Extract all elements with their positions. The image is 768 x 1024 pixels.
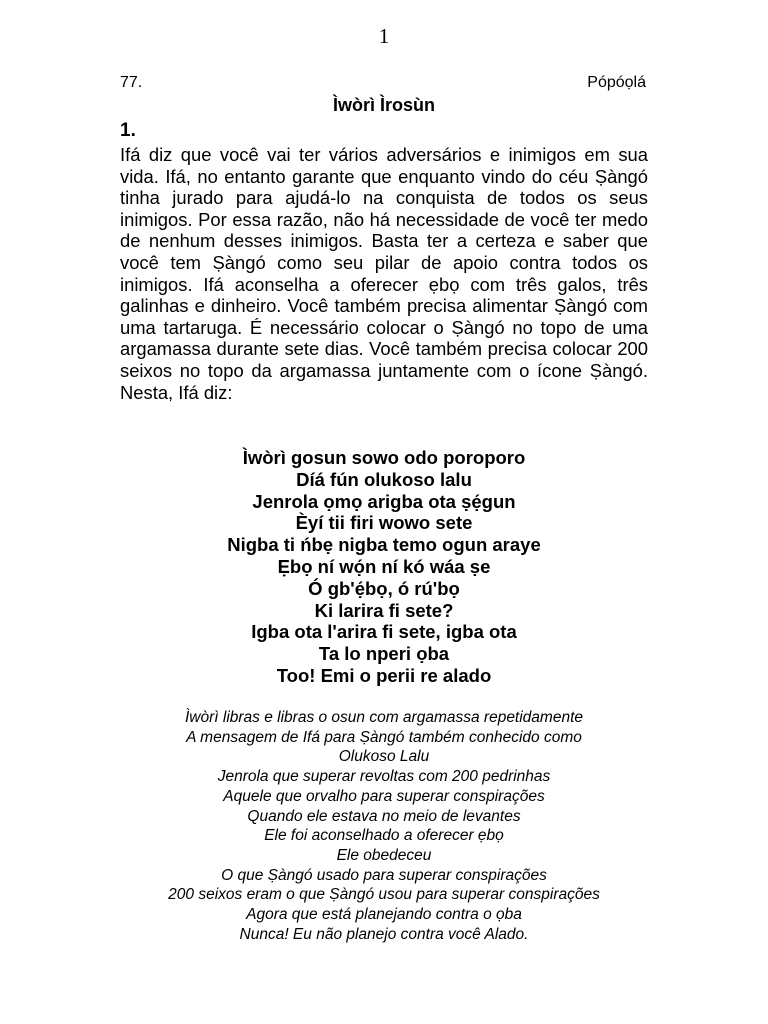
verse-line: Ta lo nperi ọba — [318, 643, 450, 665]
translation-line: Quando ele estava no meio de levantes — [247, 807, 521, 825]
verse-line: Ìwòrì gosun sowo odo poroporo — [242, 447, 526, 468]
translation-line: O que Ṣàngó usado para superar conspirações — [221, 866, 547, 884]
verse-line: Ó gb'ẹ́bọ, ó rú'bọ — [308, 577, 460, 599]
translation-line: Ele obedeceu — [336, 846, 432, 864]
verse-block — [120, 447, 648, 687]
translation-line: Agora que está planejando contra o ọba — [246, 906, 522, 924]
translation-block — [100, 708, 668, 944]
translation-line: Ìwòrì libras e libras o osun com argamassa repetidamente — [184, 709, 584, 726]
verse-line: Igba ota l'arira fi sete, igba ota — [251, 621, 517, 643]
translation-line: 200 seixos eram o que Ṣàngó usou para superar conspirações — [168, 886, 600, 904]
verse-line: Too! Emi o perii re alado — [276, 664, 492, 686]
page-number: 1 — [378, 24, 390, 48]
translation-line: Jenrola que superar revoltas com 200 pedrinhas — [217, 768, 551, 786]
body-paragraph: Ifá diz que você vai ter vários adversários e inimigos em sua vida. Ifá, no entanto garante que enquanto vindo do céu Ṣàngó tinha jurado para ajudá-lo na conquista de todos os seus inimigos. Por essa razão, não há necessidade de você ter medo de nenhum desses inimigos. Basta ter a certeza e saber que você tem Ṣàngó como seu pilar de apoio contra todos os inimigos. Ifá aconselha a oferecer ẹbọ com três galos, três galinhas e dinheiro. Você também precisa alimentar Ṣàngó com uma tartaruga. É necessário colocar o Ṣàngó no topo de uma argamassa durante sete dias. Você também precisa colocar 200 seixos no topo da argamassa juntamente com o ícone Ṣàngó. Nesta, Ifá diz: — [120, 144, 648, 403]
verse-line: Díá fún olukoso lalu — [296, 468, 472, 490]
translation-line: A mensagem de Ifá para Ṣàngó também conhecido como — [186, 728, 582, 746]
translation-line: Olukoso Lalu — [338, 748, 430, 766]
page-title: Ìwòrì Ìrosùn — [332, 95, 435, 115]
author-label: Pópóọlá — [587, 74, 646, 91]
entry-number: 77. — [120, 74, 143, 91]
verse-line: Jenrola ọmọ arigba ota ṣẹ́gun — [252, 490, 516, 512]
section-number: 1. — [120, 120, 136, 141]
verse-line: Èyí tii firi wowo sete — [295, 512, 473, 534]
translation-line: Aquele que orvalho para superar conspirações — [223, 787, 545, 805]
translation-line: Ele foi aconselhado a oferecer ẹbọ — [264, 827, 504, 845]
verse-line: Nigba ti ńbẹ nigba temo ogun araye — [227, 534, 541, 556]
verse-line: Ki larira fi sete? — [314, 599, 454, 621]
verse-line: Ẹbọ ní wọ́n ní kó wáa ṣe — [277, 555, 491, 577]
translation-line: Nunca! Eu não planejo contra você Alado. — [239, 925, 529, 943]
document-header — [120, 74, 646, 92]
